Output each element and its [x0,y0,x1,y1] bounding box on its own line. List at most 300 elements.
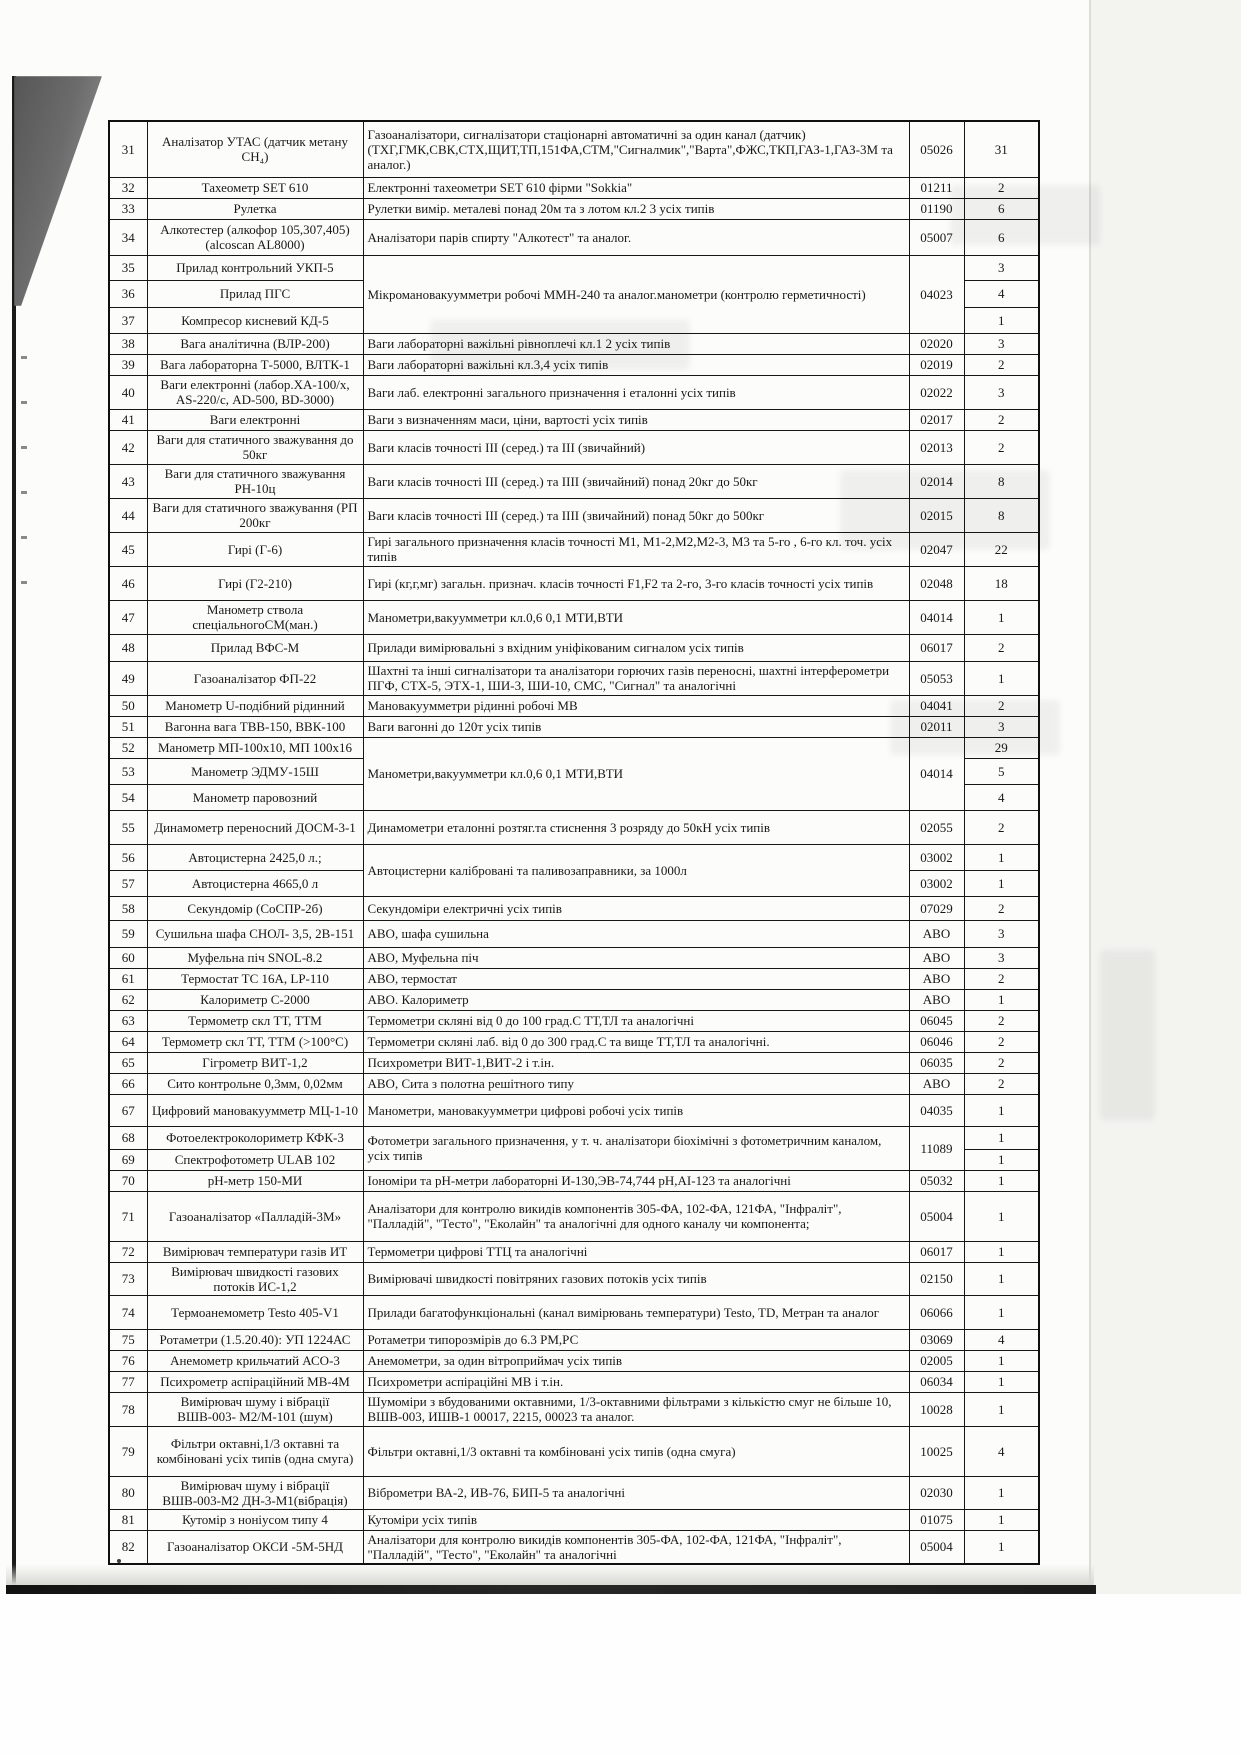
table-row [109,532,1039,566]
description-cell: Манометри, мановакуумметри цифрові робочі усіх типів [363,1094,909,1126]
table-row [109,566,1039,600]
device-name-cell: Вагонна вага ТВВ-150, ВВК-100 [147,716,363,737]
row-number-cell: 50 [109,695,147,716]
description-cell: АВО, Сита з полотна решітного типу [363,1073,909,1094]
code-cell: АВО [909,1073,964,1094]
row-number-cell: 64 [109,1031,147,1052]
table-row [109,333,1039,354]
row-number-cell: 69 [109,1149,147,1170]
code-cell: 06034 [909,1371,964,1392]
description-cell: Секундоміри електричні усіх типів [363,896,909,920]
table-row [109,1126,1039,1149]
code-cell: 05004 [909,1191,964,1241]
code-cell: 02017 [909,409,964,430]
description-cell: Ваги з визначенням маси, ціни, вартості усіх типів [363,409,909,430]
table-row [109,1073,1039,1094]
table-row [109,1426,1039,1476]
row-number-cell: 51 [109,716,147,737]
description-cell: Віброметри ВА-2, ИВ-76, БИП-5 та аналогічні [363,1476,909,1509]
code-cell: 06045 [909,1010,964,1031]
table-row [109,121,1039,177]
code-cell: 02020 [909,333,964,354]
row-number-cell: 47 [109,600,147,634]
code-cell: 02055 [909,810,964,844]
row-number-cell: 77 [109,1371,147,1392]
table-row [109,695,1039,716]
row-number-cell: 76 [109,1350,147,1371]
row-number-cell: 67 [109,1094,147,1126]
row-number-cell: 44 [109,498,147,532]
code-cell: 05026 [909,121,964,177]
row-number-cell: 54 [109,784,147,810]
code-cell: 01211 [909,177,964,198]
code-cell: 03002 [909,870,964,896]
table-row [109,375,1039,409]
code-cell: 02011 [909,716,964,737]
device-name-cell: Автоцистерна 4665,0 л [147,870,363,896]
device-name-cell: Динамометр переносний ДОСМ-3-1 [147,810,363,844]
device-name-cell: Цифровий мановакуумметр МЦ-1-10 [147,1094,363,1126]
quantity-cell: 1 [964,1295,1039,1329]
table-row [109,255,1039,280]
code-cell: 02048 [909,566,964,600]
device-name-cell: Вимірювач шуму і вібрації ВШВ-003-М2 ДН-3-М1(вібрація) [147,1476,363,1509]
table-row [109,661,1039,695]
description-cell: АВО, шафа сушильна [363,920,909,947]
quantity-cell: 18 [964,566,1039,600]
device-name-cell: Ваги для статичного зважування РН-10ц [147,464,363,498]
table-row [109,1094,1039,1126]
row-number-cell: 66 [109,1073,147,1094]
quantity-cell: 31 [964,121,1039,177]
row-number-cell: 35 [109,255,147,280]
device-name-cell: Прилад контрольний УКП-5 [147,255,363,280]
device-name-cell: Сушильна шафа СНОЛ- 3,5, 2В-151 [147,920,363,947]
description-cell: Шумоміри з вбудованими октавними, 1/3-октавними фільтрами з кількістю смуг не більше 10, ВШВ-003, ИШВ-1 00017, 2215, 00023 та аналог. [363,1392,909,1426]
quantity-cell: 3 [964,920,1039,947]
code-cell: 11089 [909,1126,964,1170]
quantity-cell: 1 [964,1350,1039,1371]
device-name-cell: Ваги електронні [147,409,363,430]
device-name-cell: Ваги електронні (лабор.ХА-100/х, AS-220/с, AD-500, BD-3000) [147,375,363,409]
device-name-cell: Сито контрольне 0,3мм, 0,02мм [147,1073,363,1094]
code-cell: 04035 [909,1094,964,1126]
quantity-cell: 2 [964,695,1039,716]
device-name-cell: Манометр паровозний [147,784,363,810]
quantity-cell: 5 [964,758,1039,784]
device-name-cell: Аналізатор УТАС (датчик метану СН₄) [147,121,363,177]
row-number-cell: 40 [109,375,147,409]
quantity-cell: 2 [964,430,1039,464]
quantity-cell: 3 [964,947,1039,968]
quantity-cell: 3 [964,375,1039,409]
table-row [109,1295,1039,1329]
row-number-cell: 49 [109,661,147,695]
row-number-cell: 73 [109,1262,147,1295]
quantity-cell: 4 [964,784,1039,810]
device-name-cell: Кутомір з ноніусом типу 4 [147,1509,363,1530]
device-name-cell: Манометр ЭДМУ-15Ш [147,758,363,784]
device-name-cell: Секундомір (СоСПР-2б) [147,896,363,920]
device-name-cell: Муфельна піч SNOL-8.2 [147,947,363,968]
table-row [109,737,1039,758]
description-cell: Динамометри еталонні розтяг.та стиснення 3 розряду до 50кН усіх типів [363,810,909,844]
description-cell: Гирі (кг,г,мг) загальн. признач. класів точності F1,F2 та 2-го, 3-го класів точності усіх типів [363,566,909,600]
code-cell: 04041 [909,695,964,716]
device-name-cell: Прилад ВФС-М [147,634,363,661]
quantity-cell: 3 [964,333,1039,354]
device-name-cell: Фільтри октавні,1/3 октавні та комбіновані усіх типів (одна смуга) [147,1426,363,1476]
row-number-cell: 65 [109,1052,147,1073]
device-name-cell: Термометр скл ТТ, ТТМ (>100°С) [147,1031,363,1052]
device-name-cell: Ротаметри (1.5.20.40): УП 1224АС [147,1329,363,1350]
row-number-cell: 63 [109,1010,147,1031]
code-cell: 01075 [909,1509,964,1530]
quantity-cell: 2 [964,354,1039,375]
device-name-cell: Анемометр крильчатий АСО-3 [147,1350,363,1371]
row-number-cell: 53 [109,758,147,784]
device-name-cell: Манометр U-подібний рідинний [147,695,363,716]
code-cell: 04023 [909,255,964,333]
quantity-cell: 3 [964,716,1039,737]
code-cell: 02013 [909,430,964,464]
description-cell: Аналізатори для контролю викидів компонентів 305-ФА, 102-ФА, 121ФА, "Інфраліт", "Палладій", "Тесто", "Еколайн" та аналогічні [363,1530,909,1564]
row-number-cell: 70 [109,1170,147,1191]
row-number-cell: 81 [109,1509,147,1530]
code-cell: 04014 [909,600,964,634]
code-cell: 02030 [909,1476,964,1509]
code-cell: 10025 [909,1426,964,1476]
table-row [109,1241,1039,1262]
table-row [109,354,1039,375]
quantity-cell: 2 [964,968,1039,989]
table-row [109,1530,1039,1564]
device-name-cell: Вимірювач шуму і вібрації ВШВ-003- М2/М-101 (шум) [147,1392,363,1426]
code-cell: 06017 [909,634,964,661]
device-name-cell: Спектрофотометр ULAB 102 [147,1149,363,1170]
quantity-cell: 2 [964,896,1039,920]
description-cell: Мановакуумметри рідинні робочі МВ [363,695,909,716]
description-cell: Психрометри аспіраційні МВ і т.ін. [363,1371,909,1392]
quantity-cell: 1 [964,1476,1039,1509]
device-name-cell: Тахеометр SET 610 [147,177,363,198]
table-row [109,1329,1039,1350]
row-number-cell: 55 [109,810,147,844]
table-row [109,1476,1039,1509]
description-cell: Мікромановакуумметри робочі ММН-240 та аналог.манометри (контролю герметичності) [363,255,909,333]
device-name-cell: Калориметр С-2000 [147,989,363,1010]
code-cell: 04014 [909,737,964,810]
row-number-cell: 46 [109,566,147,600]
row-number-cell: 62 [109,989,147,1010]
quantity-cell: 1 [964,1191,1039,1241]
description-cell: Манометри,вакуумметри кл.0,6 0,1 МТИ,ВТИ [363,737,909,810]
description-cell: Ваги лабораторні важільні кл.3,4 усіх типів [363,354,909,375]
device-name-cell: Манометр МП-100х10, МП 100х16 [147,737,363,758]
quantity-cell: 8 [964,498,1039,532]
quantity-cell: 1 [964,600,1039,634]
description-cell: Автоцистерни калібровані та паливозаправники, за 1000л [363,844,909,896]
quantity-cell: 2 [964,1052,1039,1073]
scan-corner-wedge [14,76,102,306]
row-number-cell: 57 [109,870,147,896]
row-number-cell: 48 [109,634,147,661]
quantity-cell: 4 [964,1426,1039,1476]
table-row [109,947,1039,968]
quantity-cell: 1 [964,1371,1039,1392]
row-number-cell: 75 [109,1329,147,1350]
table-row [109,1392,1039,1426]
table-row [109,198,1039,219]
description-cell: Аналізатори для контролю викидів компонентів 305-ФА, 102-ФА, 121ФА, "Інфраліт", "Палладій", "Тесто", "Еколайн" та аналогічні для одного каналу чи компонента; [363,1191,909,1241]
scanner-background [0,1594,1241,1755]
quantity-cell: 1 [964,1094,1039,1126]
table-row [109,430,1039,464]
table-row [109,1191,1039,1241]
code-cell: 05032 [909,1170,964,1191]
code-cell: 10028 [909,1392,964,1426]
description-cell: Електронні тахеометри SET 610 фірми "Sokkia" [363,177,909,198]
quantity-cell: 4 [964,280,1039,307]
description-cell: Фільтри октавні,1/3 октавні та комбіновані усіх типів (одна смуга) [363,1426,909,1476]
table-row [109,968,1039,989]
description-cell: Термометри цифрові ТТЦ та аналогічні [363,1241,909,1262]
code-cell: 06046 [909,1031,964,1052]
quantity-cell: 2 [964,1031,1039,1052]
table-row [109,219,1039,255]
row-number-cell: 74 [109,1295,147,1329]
device-name-cell: Газоаналізатор «Палладій-3М» [147,1191,363,1241]
quantity-cell: 22 [964,532,1039,566]
device-name-cell: Ваги для статичного зважування (РП 200кг [147,498,363,532]
code-cell: 05007 [909,219,964,255]
row-number-cell: 59 [109,920,147,947]
table-row [109,498,1039,532]
quantity-cell: 1 [964,1262,1039,1295]
table-row [109,1031,1039,1052]
table-row [109,989,1039,1010]
description-cell: Ваги класів точності III (серед.) та IIII (звичайний) понад 50кг до 500кг [363,498,909,532]
scan-left-edge-dashes [21,356,27,601]
description-cell: Фотометри загального призначення, у т. ч. аналізатори біохімічні з фотометричним каналом, усіх типів [363,1126,909,1170]
device-name-cell: Вага лабораторна Т-5000, ВЛТК-1 [147,354,363,375]
device-name-cell: Автоцистерна 2425,0 л.; [147,844,363,870]
scan-right-margin [1090,0,1241,1596]
quantity-cell: 3 [964,255,1039,280]
table-row [109,844,1039,870]
table-row [109,1170,1039,1191]
device-name-cell: Психрометр аспіраційний МВ-4М [147,1371,363,1392]
description-cell: Ваги лаб. електронні загального призначення і еталонні усіх типів [363,375,909,409]
device-name-cell: Термоанемометр Testo 405-V1 [147,1295,363,1329]
table-row [109,1509,1039,1530]
quantity-cell: 1 [964,1392,1039,1426]
table-row [109,810,1039,844]
table-row [109,896,1039,920]
description-cell: АВО, термостат [363,968,909,989]
description-cell: Гирі загального призначення класів точності М1, М1-2,М2,М2-3, М3 та 5-го , 6-го кл. точ. усіх типів [363,532,909,566]
description-cell: Анемометри, за один вітроприймач усіх типів [363,1350,909,1371]
code-cell: АВО [909,989,964,1010]
description-cell: Ротаметри типорозмірів до 6.3 РМ,РС [363,1329,909,1350]
description-cell: Ваги лабораторні важільні рівноплечі кл.1 2 усіх типів [363,333,909,354]
table-row [109,1350,1039,1371]
quantity-cell: 2 [964,634,1039,661]
description-cell: Манометри,вакуумметри кл.0,6 0,1 МТИ,ВТИ [363,600,909,634]
row-number-cell: 82 [109,1530,147,1564]
code-cell: 05053 [909,661,964,695]
quantity-cell: 29 [964,737,1039,758]
table-row [109,1262,1039,1295]
row-number-cell: 58 [109,896,147,920]
row-number-cell: 45 [109,532,147,566]
table-row [109,600,1039,634]
device-name-cell: Вимірювач температури газів ИТ [147,1241,363,1262]
device-name-cell: Рулетка [147,198,363,219]
code-cell: 02015 [909,498,964,532]
instruments-table [108,120,1040,1565]
quantity-cell: 6 [964,198,1039,219]
device-name-cell: Гігрометр ВИТ-1,2 [147,1052,363,1073]
bleed-through-smudge [1100,950,1155,1120]
description-cell: Аналізатори парів спирту "Алкотест" та аналог. [363,219,909,255]
row-number-cell: 80 [109,1476,147,1509]
row-number-cell: 34 [109,219,147,255]
row-number-cell: 71 [109,1191,147,1241]
description-cell: Вимірювачі швидкості повітряних газових потоків усіх типів [363,1262,909,1295]
code-cell: 02047 [909,532,964,566]
code-cell: 02014 [909,464,964,498]
quantity-cell: 1 [964,870,1039,896]
row-number-cell: 61 [109,968,147,989]
page-bottom-edge-line [6,1585,1096,1594]
description-cell: Ваги класів точності III (серед.) та III (звичайний) [363,430,909,464]
device-name-cell: Вага аналітична (ВЛР-200) [147,333,363,354]
row-number-cell: 60 [109,947,147,968]
quantity-cell: 1 [964,1126,1039,1149]
quantity-cell: 1 [964,1241,1039,1262]
quantity-cell: 8 [964,464,1039,498]
description-cell: Кутоміри усіх типів [363,1509,909,1530]
description-cell: Шахтні та інші сигналізатори та аналізатори горючих газів переносні, шахтні інтерферометри ПГФ, СТХ-5, ЭТХ-1, ШИ-3, ШИ-10, СМС, "Сигнал" та аналогічні [363,661,909,695]
code-cell: 02150 [909,1262,964,1295]
device-name-cell: Манометр ствола спеціальногоСМ(ман.) [147,600,363,634]
row-number-cell: 41 [109,409,147,430]
description-cell: Рулетки вимір. металеві понад 20м та з лотом кл.2 3 усіх типів [363,198,909,219]
quantity-cell: 1 [964,1149,1039,1170]
row-number-cell: 79 [109,1426,147,1476]
quantity-cell: 2 [964,177,1039,198]
description-cell: Прилади багатофункціональні (канал вимірювань температури) Testo, TD, Метран та аналог [363,1295,909,1329]
row-number-cell: 32 [109,177,147,198]
table-row [109,716,1039,737]
page-bottom-shadow [6,1564,1094,1586]
quantity-cell: 2 [964,1010,1039,1031]
row-number-cell: 68 [109,1126,147,1149]
device-name-cell: Алкотестер (алкофор 105,307,405) (alcoscan AL8000) [147,219,363,255]
row-number-cell: 31 [109,121,147,177]
quantity-cell: 2 [964,409,1039,430]
table-row [109,177,1039,198]
code-cell: АВО [909,947,964,968]
quantity-cell: 1 [964,1170,1039,1191]
table-row [109,409,1039,430]
code-cell: 05004 [909,1530,964,1564]
quantity-cell: 1 [964,307,1039,333]
row-number-cell: 38 [109,333,147,354]
code-cell: 06035 [909,1052,964,1073]
description-cell: Термометри скляні від 0 до 100 град.С ТТ,ТЛ та аналогічні [363,1010,909,1031]
description-cell: Прилади вимірювальні з вхідним уніфікованим сигналом усіх типів [363,634,909,661]
device-name-cell: Гирі (Г2-210) [147,566,363,600]
row-number-cell: 33 [109,198,147,219]
description-cell: Газоаналізатори, сигналізатори стаціонарні автоматичні за один канал (датчик) (ТХГ,ГМК,СВК,СТХ,ЩИТ,ТП,151ФА,СТМ,"Сигналмик","Варта",ФЖС,ТКП,ГАЗ-1,ГАЗ-3М та аналог.) [363,121,909,177]
row-number-cell: 39 [109,354,147,375]
quantity-cell: 1 [964,844,1039,870]
code-cell: 03002 [909,844,964,870]
row-number-cell: 72 [109,1241,147,1262]
quantity-cell: 1 [964,661,1039,695]
table-row [109,1010,1039,1031]
description-cell: Ваги класів точності III (серед.) та IIII (звичайний) понад 20кг до 50кг [363,464,909,498]
table-row [109,1371,1039,1392]
device-name-cell: Газоаналізатор ОКСИ -5М-5НД [147,1530,363,1564]
row-number-cell: 42 [109,430,147,464]
quantity-cell: 2 [964,810,1039,844]
code-cell: 06066 [909,1295,964,1329]
quantity-cell: 2 [964,1073,1039,1094]
row-number-cell: 37 [109,307,147,333]
device-name-cell: Прилад ПГС [147,280,363,307]
table-row [109,634,1039,661]
device-name-cell: Термостат ТС 16А, LP-110 [147,968,363,989]
row-number-cell: 36 [109,280,147,307]
code-cell: 01190 [909,198,964,219]
row-number-cell: 52 [109,737,147,758]
code-cell: 02019 [909,354,964,375]
table-row [109,464,1039,498]
description-cell: Термометри скляні лаб. від 0 до 300 град.С та вище ТТ,ТЛ та аналогічні. [363,1031,909,1052]
device-name-cell: Термометр скл ТТ, ТТМ [147,1010,363,1031]
row-number-cell: 78 [109,1392,147,1426]
code-cell: АВО [909,968,964,989]
description-cell: Психрометри ВИТ-1,ВИТ-2 і т.ін. [363,1052,909,1073]
device-name-cell: рН-метр 150-МИ [147,1170,363,1191]
device-name-cell: Вимірювач швидкості газових потоків ИС-1,2 [147,1262,363,1295]
code-cell: 06017 [909,1241,964,1262]
device-name-cell: Ваги для статичного зважування до 50кг [147,430,363,464]
description-cell: АВО, Муфельна піч [363,947,909,968]
table-row [109,1052,1039,1073]
device-name-cell: Гирі (Г-6) [147,532,363,566]
description-cell: АВО. Калориметр [363,989,909,1010]
quantity-cell: 1 [964,1530,1039,1564]
quantity-cell: 4 [964,1329,1039,1350]
device-name-cell: Газоаналізатор ФП-22 [147,661,363,695]
code-cell: 07029 [909,896,964,920]
row-number-cell: 56 [109,844,147,870]
device-name-cell: Компресор кисневий КД-5 [147,307,363,333]
description-cell: Іономіри та рН-метри лабораторні И-130,ЭВ-74,744 рН,АІ-123 та аналогічні [363,1170,909,1191]
quantity-cell: 1 [964,1509,1039,1530]
code-cell: 02022 [909,375,964,409]
quantity-cell: 6 [964,219,1039,255]
code-cell: 03069 [909,1329,964,1350]
description-cell: Ваги вагонні до 120т усіх типів [363,716,909,737]
code-cell: АВО [909,920,964,947]
table-row [109,920,1039,947]
instruments-table-body [109,121,1039,1564]
